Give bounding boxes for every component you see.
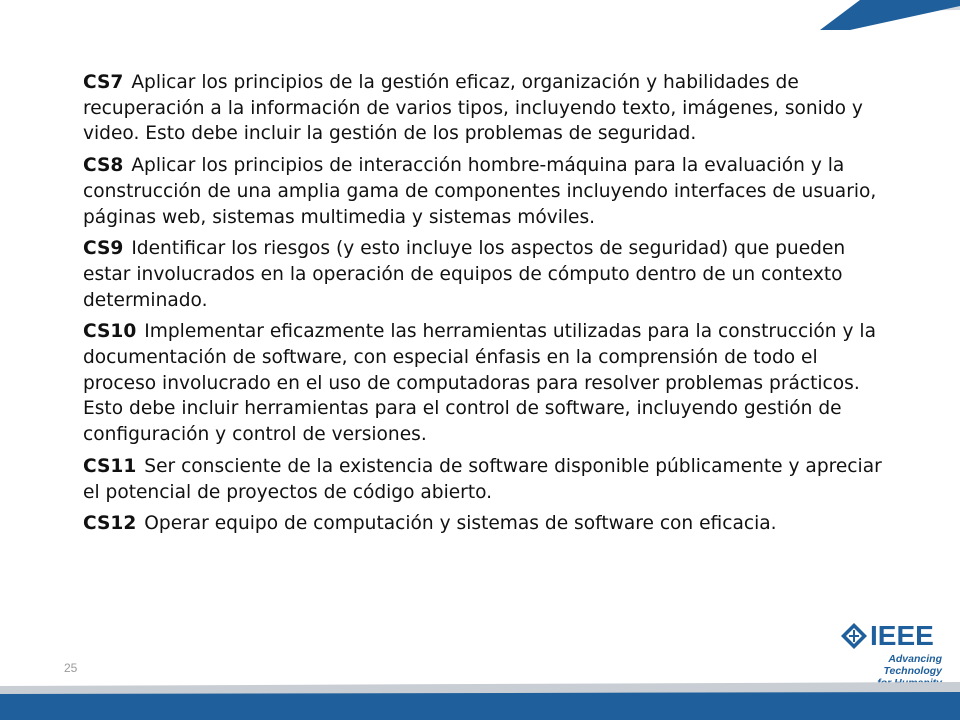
objective-text: Aplicar los principios de interacción hombre-máquina para la evaluación y la construcción de una amplia gama de componentes incluyendo interfaces de usuario, páginas web, sistemas multimedia y sistemas móviles. xyxy=(83,155,877,228)
objective-code: CS11 xyxy=(83,455,137,477)
objective-cs12 xyxy=(83,511,883,537)
top-decorative-band xyxy=(0,0,960,40)
bottom-decorative-band xyxy=(0,680,960,720)
objective-code: CS9 xyxy=(83,238,124,260)
objective-text: Operar equipo de computación y sistemas de software con eficacia. xyxy=(144,513,777,535)
objective-code: CS12 xyxy=(83,513,137,535)
objective-cs8 xyxy=(83,153,883,230)
objective-cs7 xyxy=(83,70,883,147)
objective-code: CS7 xyxy=(83,72,124,93)
objective-cs9 xyxy=(83,236,883,313)
ieee-logo xyxy=(838,618,946,680)
objective-text: Ser consciente de la existencia de software disponible públicamente y apreciar el potencial de proyectos de código abierto. xyxy=(83,455,882,503)
ieee-diamond-icon xyxy=(840,622,868,650)
objective-cs10 xyxy=(83,319,883,448)
objective-code: CS8 xyxy=(83,155,124,177)
ieee-tagline-line1: Advancing Technology xyxy=(883,653,942,677)
objective-code: CS10 xyxy=(83,321,137,343)
objective-text: Implementar eficazmente las herramientas utilizadas para la construcción y la documentación de software, con especial énfasis en la comprensión de todo el proceso involucrado en el uso de computadoras para resolver problemas prácticos. Esto debe incluir herramientas para el control de software, incluyendo gestión de configuración y control de versiones. xyxy=(83,321,876,446)
objective-text: Aplicar los principios de la gestión eficaz, organización y habilidades de recuperación a la información de varios tipos, incluyendo texto, imágenes, sonido y video. Esto debe incluir la gestión de los problemas de seguridad. xyxy=(83,72,863,145)
page-number: 25 xyxy=(64,661,78,675)
objective-cs11 xyxy=(83,454,883,505)
objective-text: Identificar los riesgos (y esto incluye los aspectos de seguridad) que pueden estar involucrados en la operación de equipos de cómputo dentro de un contexto determinado. xyxy=(83,238,846,311)
objectives-list xyxy=(83,70,883,543)
ieee-wordmark: IEEE xyxy=(870,620,934,651)
